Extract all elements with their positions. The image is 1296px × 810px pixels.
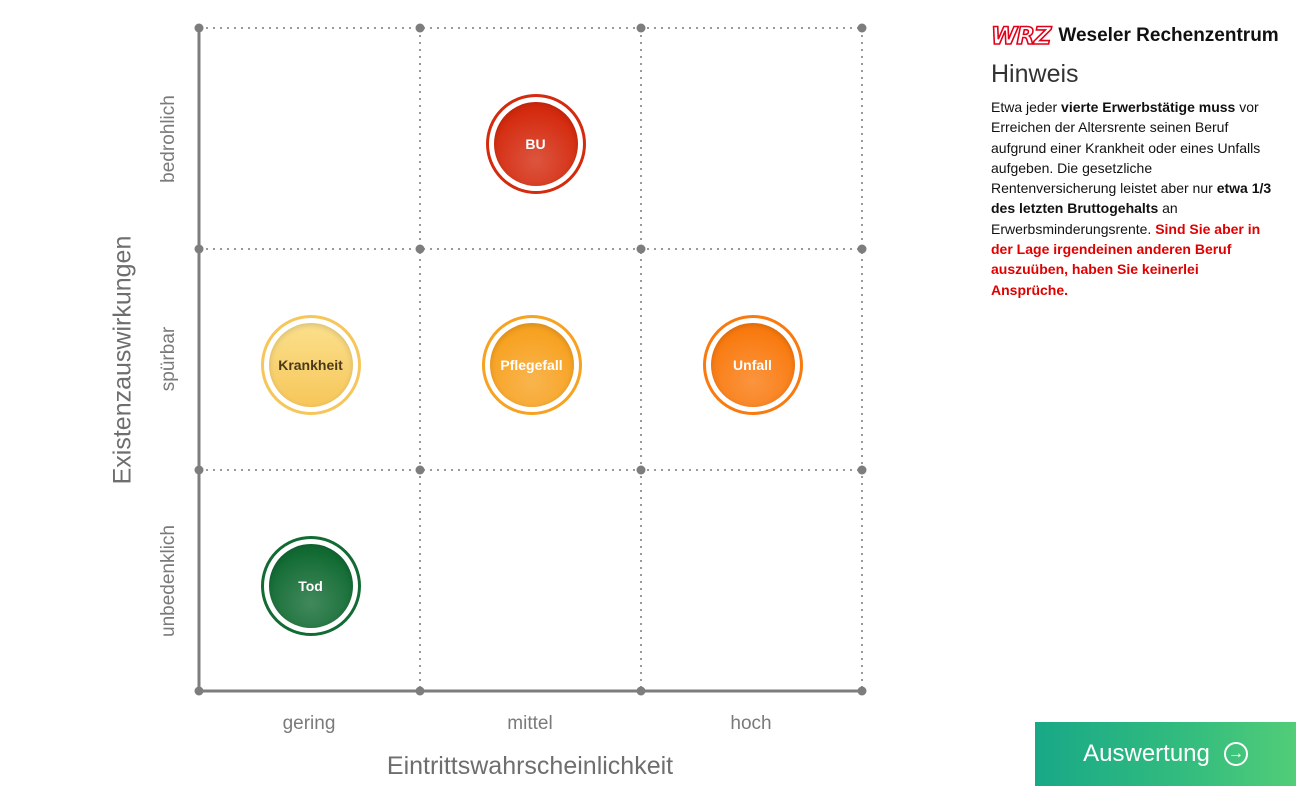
- grid-node: [858, 245, 867, 254]
- grid-node: [416, 687, 425, 696]
- grid-node: [637, 245, 646, 254]
- hint-panel: [991, 22, 1281, 300]
- grid-node: [637, 466, 646, 475]
- x-axis-label: Eintrittswahrscheinlichkeit: [386, 752, 674, 780]
- grid-node: [195, 466, 204, 475]
- wrz-logo: WRZ: [991, 22, 1051, 50]
- grid-node: [416, 245, 425, 254]
- grid-node: [416, 466, 425, 475]
- x-level-mittel: mittel: [507, 713, 553, 734]
- risk-bubble-tod[interactable]: [261, 536, 361, 636]
- brand-name: Weseler Rechenzentrum: [1058, 25, 1279, 46]
- y-level-unbedenklich: unbedenklich: [158, 525, 179, 637]
- x-level-gering: gering: [282, 713, 336, 734]
- grid-node: [637, 24, 646, 33]
- hint-text: [991, 97, 1274, 300]
- y-level-bedrohlich: bedrohlich: [158, 95, 179, 183]
- risk-bubble-krankheit[interactable]: [261, 315, 361, 415]
- hint-part: vor Erreichen der Altersrente seinen Beruf aufgrund einer Krankheit oder eines Unfalls aufgeben. Die gesetzliche Rentenversicherung leistet aber nur: [991, 99, 1261, 197]
- risk-bubble-pflegefall[interactable]: [482, 315, 582, 415]
- risk-bubble-label: BU: [494, 102, 578, 186]
- hint-part-bold: etwa 1/3 des letzten Bruttogehalts: [991, 180, 1272, 217]
- grid-node: [195, 24, 204, 33]
- hint-part-bold: vierte Erwerbstätige muss: [1061, 99, 1236, 115]
- risk-bubble-label: Krankheit: [269, 323, 353, 407]
- grid-node: [858, 466, 867, 475]
- brand-header: [991, 22, 1281, 50]
- grid-node: [858, 687, 867, 696]
- risk-bubble-unfall[interactable]: [703, 315, 803, 415]
- hint-part: an Erwerbsminderungsrente.: [991, 200, 1178, 237]
- y-level-spuerbar: spürbar: [158, 326, 179, 392]
- evaluate-button[interactable]: [1035, 722, 1296, 786]
- x-level-hoch: hoch: [730, 713, 772, 734]
- grid-node: [416, 24, 425, 33]
- hint-title: Hinweis: [991, 60, 1079, 88]
- hint-part-warning: Sind Sie aber in der Lage irgendeinen anderen Beruf auszuüben, haben Sie keinerlei Ansprüche.: [991, 220, 1261, 298]
- y-axis-label: Existenzauswirkungen: [108, 235, 137, 485]
- grid-node: [195, 687, 204, 696]
- evaluate-label: Auswertung: [1083, 740, 1210, 767]
- risk-bubble-label: Unfall: [711, 323, 795, 407]
- grid-node: [637, 687, 646, 696]
- risk-bubble-label: Tod: [269, 544, 353, 628]
- risk-bubble-label: Pflegefall: [490, 323, 574, 407]
- grid-node: [195, 245, 204, 254]
- risk-bubble-bu[interactable]: [486, 94, 586, 194]
- grid-node: [858, 24, 867, 33]
- hint-part: Etwa jeder: [991, 99, 1062, 115]
- arrow-right-circle-icon: →: [1224, 742, 1248, 766]
